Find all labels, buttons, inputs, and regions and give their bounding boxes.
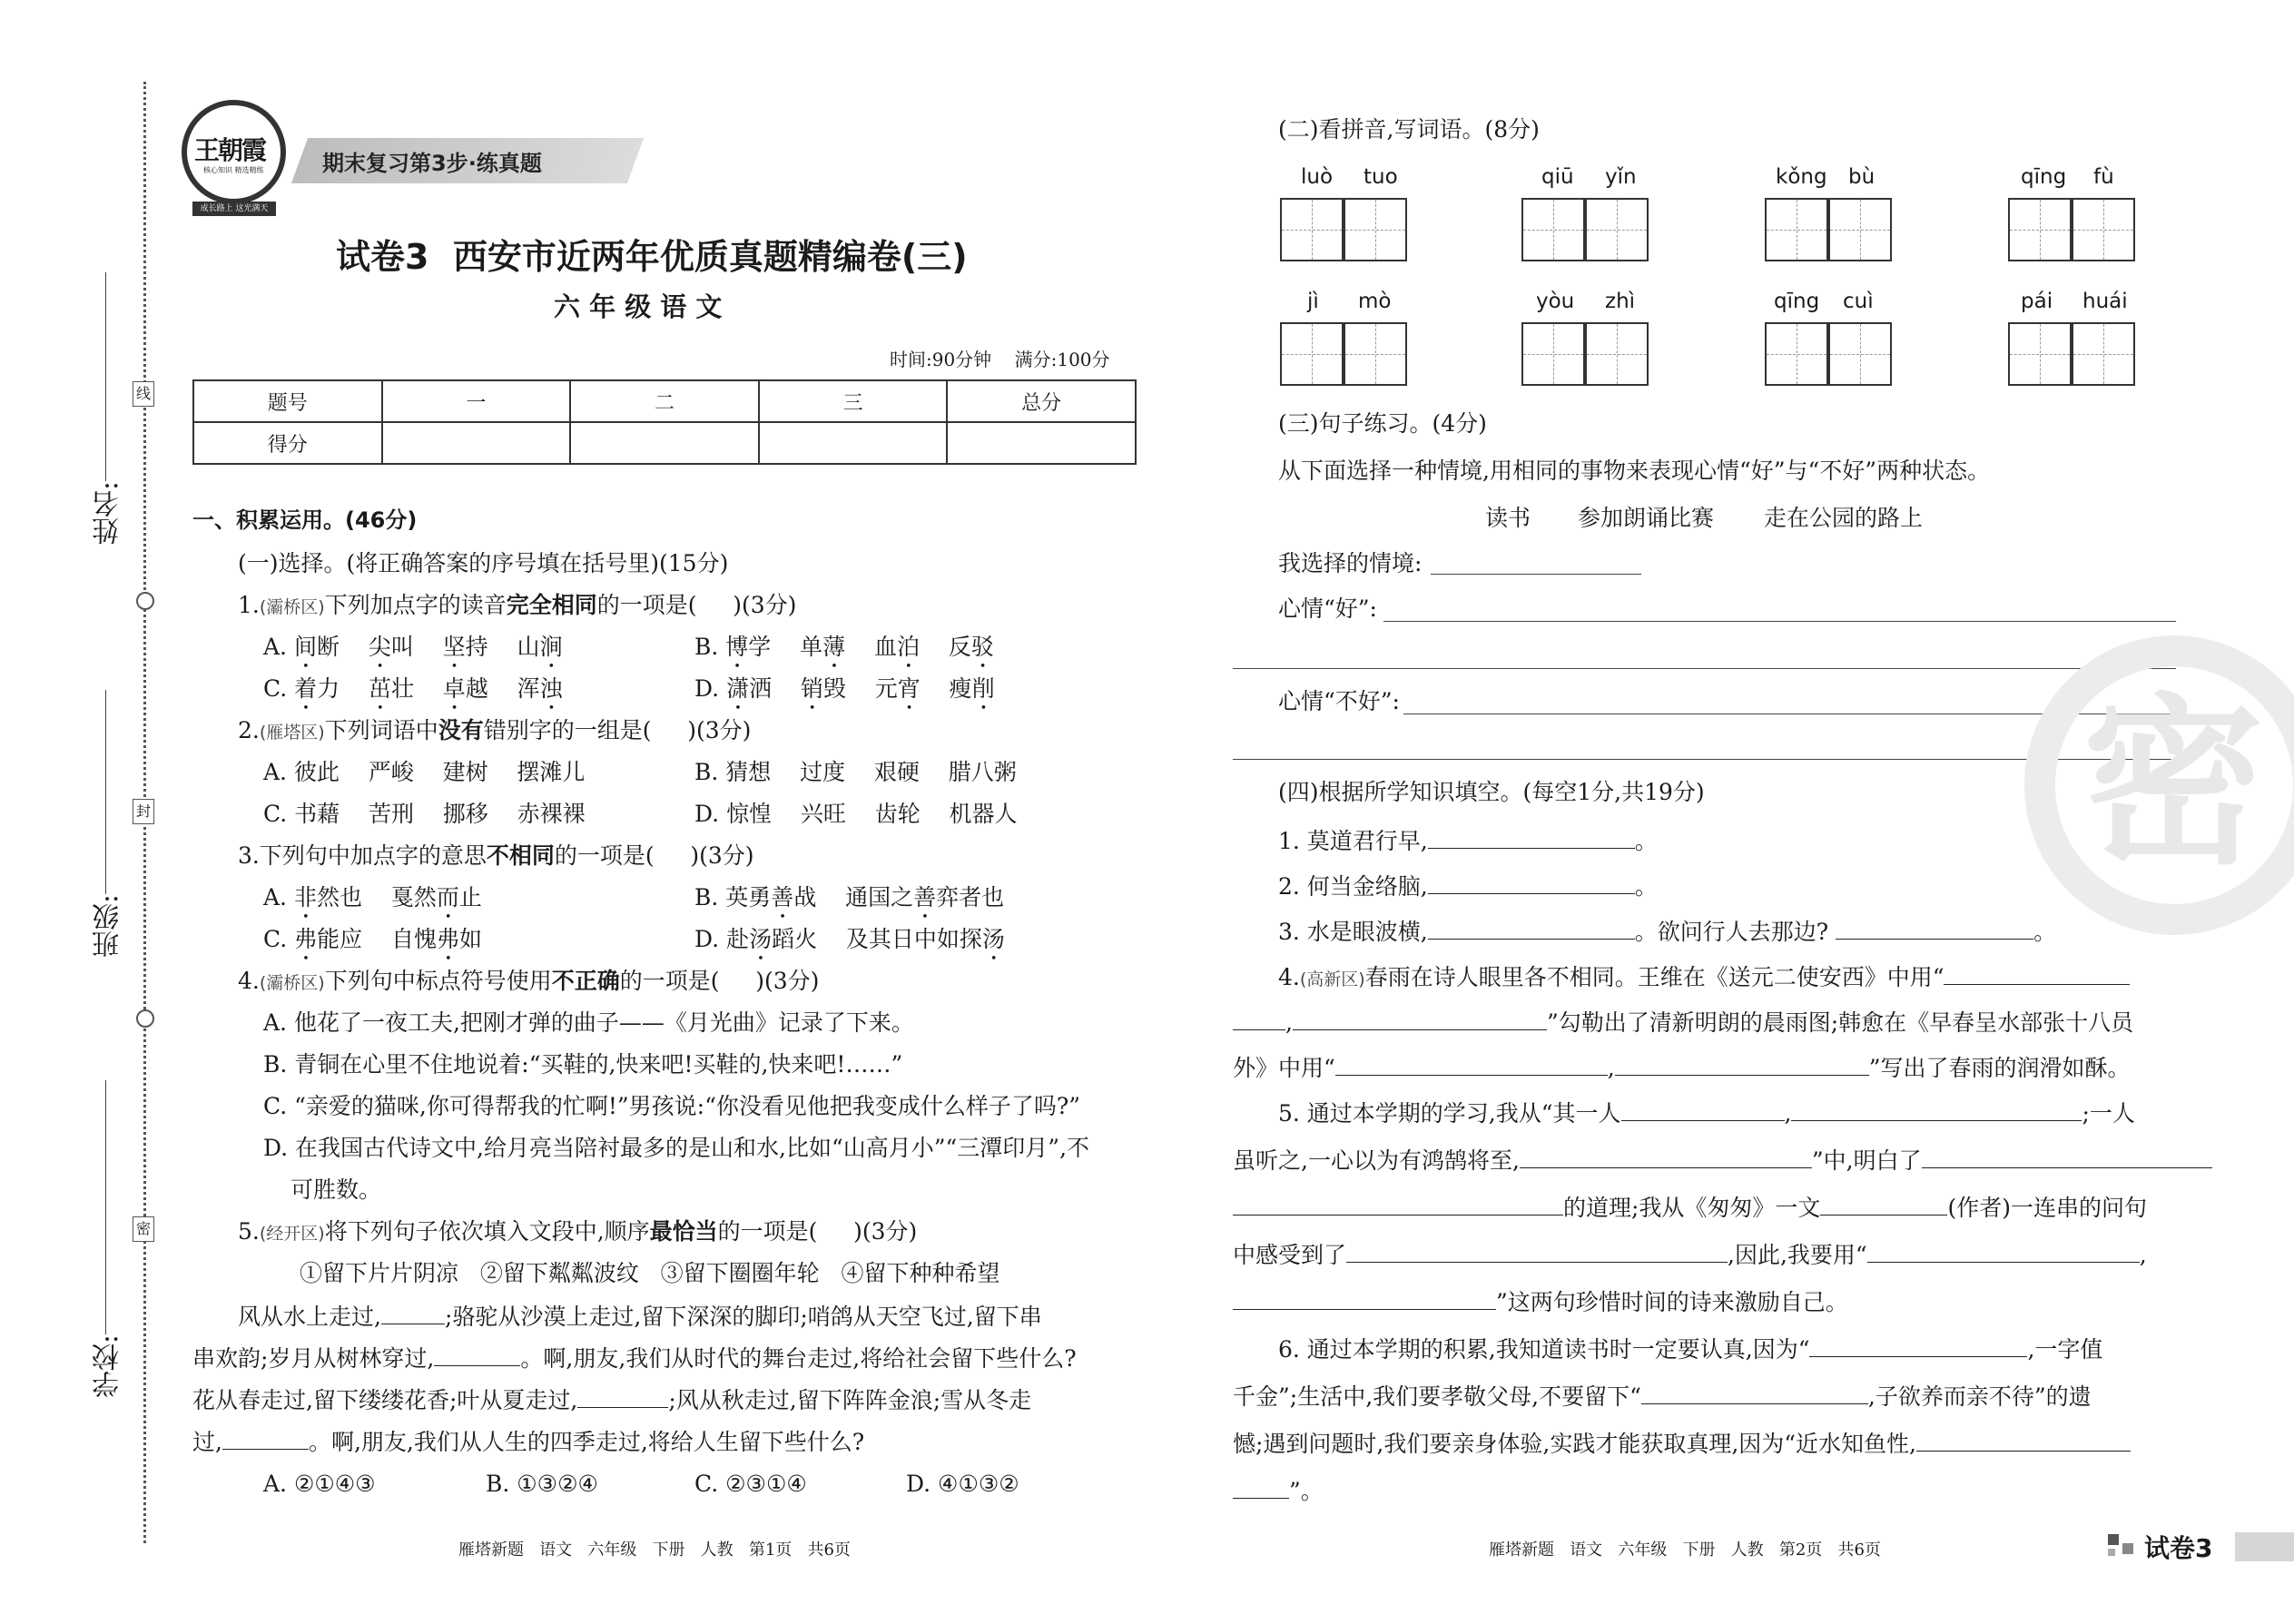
q1-option-c[interactable] bbox=[263, 675, 563, 715]
q2-option-d[interactable] bbox=[694, 801, 1018, 828]
blank[interactable] bbox=[1615, 1053, 1869, 1076]
p3-instruction: 从下面选择一种情境,用相同的事物来表现心情“好”与“不好”两种状态。 bbox=[1278, 458, 1991, 484]
pinyin: qiū bbox=[1541, 165, 1574, 189]
q4-option-d[interactable]: D. 在我国古代诗文中,给月亮当陪衬最多的是山和水,比如“山高月小”“三潭印月”,不 bbox=[263, 1135, 1090, 1161]
blank[interactable] bbox=[1233, 1008, 1285, 1030]
fill-text: 千金”;生活中,我们要孝敬父母,不要留下“ bbox=[1233, 1383, 1641, 1410]
option-word: 坚持 bbox=[442, 634, 488, 660]
writing-box[interactable] bbox=[1765, 198, 1828, 261]
score-header-cell: 题号 bbox=[193, 380, 382, 422]
blank[interactable] bbox=[381, 1302, 445, 1324]
option-word: 腊八粥 bbox=[948, 759, 1017, 785]
fill-text: , bbox=[1607, 1055, 1615, 1081]
class-line[interactable] bbox=[105, 690, 106, 894]
p3-option-reading: 读书 bbox=[1485, 505, 1531, 531]
pinyin: qīng bbox=[2021, 165, 2067, 189]
pinyin: fù bbox=[2093, 165, 2114, 189]
q3-emphasis: 不相同 bbox=[486, 842, 555, 869]
q4-option-c[interactable]: C. “亲爱的猫咪,你可得帮我的忙啊!”男孩说:“你没看见他把我变成什么样子了吗?” bbox=[263, 1093, 1081, 1119]
score-cell[interactable] bbox=[759, 422, 948, 464]
corner-deco bbox=[2108, 1549, 2115, 1556]
fill-4-line3 bbox=[1233, 1053, 2131, 1082]
p3-choice-label: 我选择的情境: bbox=[1278, 550, 1423, 576]
pinyin: pái bbox=[2021, 290, 2053, 313]
writing-box[interactable] bbox=[1280, 198, 1344, 261]
option-word: 尖叫 bbox=[368, 634, 414, 660]
option-word: 元宵 bbox=[874, 675, 921, 702]
brand-ribbon: 成长路上 这光满天 bbox=[192, 202, 276, 216]
option-word: 山涧 bbox=[517, 634, 563, 660]
exam-title: 试卷3 西安市近两年优质真题精编卷(三) bbox=[336, 237, 968, 277]
fill-5-line2 bbox=[1233, 1146, 2212, 1175]
blank[interactable] bbox=[1809, 1334, 2027, 1357]
class-label: 班级: bbox=[93, 894, 124, 959]
pinyin: mò bbox=[1358, 290, 1392, 313]
blank[interactable] bbox=[1428, 917, 1635, 940]
pinyin: kǒng bbox=[1776, 165, 1827, 189]
fill-6-line2 bbox=[1233, 1382, 2092, 1411]
q4-prefix: 4. bbox=[238, 968, 260, 994]
option-label: A. bbox=[263, 759, 288, 785]
p3-good-line2[interactable] bbox=[1233, 668, 2176, 669]
option-label: A. bbox=[263, 634, 288, 660]
q4-emphasis: 不正确 bbox=[551, 968, 620, 994]
blank[interactable] bbox=[1916, 1429, 2131, 1452]
blank[interactable] bbox=[1233, 1287, 1496, 1310]
option-word: 潇洒 bbox=[726, 675, 773, 702]
option-word: 书藉 bbox=[294, 801, 340, 827]
header-banner-text: 期末复习第3步·练真题 bbox=[322, 151, 542, 176]
option-word: 销毁 bbox=[800, 675, 846, 702]
fill-1 bbox=[1278, 826, 1658, 855]
score-header-cell: 二 bbox=[570, 380, 759, 422]
exam-subtitle: 六 年 级 语 文 bbox=[554, 291, 723, 322]
part4-heading: (四)根据所学知识填空。(每空1分,共19分) bbox=[1278, 779, 1705, 805]
blank[interactable] bbox=[1621, 1098, 1785, 1121]
option-word: 艰硬 bbox=[873, 759, 920, 785]
option-label: D. bbox=[694, 675, 720, 702]
fill-6-line1 bbox=[1278, 1334, 2102, 1363]
option-label: C. bbox=[263, 675, 288, 702]
option-word: 彼此 bbox=[293, 759, 340, 785]
q1-text-a: 下列加点字的读音 bbox=[324, 592, 507, 618]
fill-text: 外》中用“ bbox=[1233, 1055, 1335, 1081]
writing-box[interactable] bbox=[1828, 198, 1892, 261]
fill-text: ;一人 bbox=[2082, 1100, 2135, 1127]
binding-mark-secret: 密 bbox=[133, 1216, 154, 1242]
q3-option-c[interactable] bbox=[263, 926, 482, 966]
writing-box[interactable] bbox=[1828, 322, 1892, 386]
fill-text: (作者)一连串的问句 bbox=[1947, 1195, 2147, 1221]
q2-emphasis: 没有 bbox=[438, 717, 484, 743]
fill-5-line1 bbox=[1278, 1098, 2135, 1127]
q2-text-a: 下列词语中 bbox=[324, 717, 438, 743]
option-word: 博学 bbox=[725, 634, 772, 660]
binding-circle-1 bbox=[136, 592, 154, 610]
writing-box[interactable] bbox=[1344, 198, 1407, 261]
option-word: 赴汤蹈火 bbox=[726, 926, 818, 952]
binding-circle-2 bbox=[136, 1009, 154, 1028]
option-word: 建树 bbox=[442, 759, 488, 785]
fill-text: 的道理;我从《匆匆》一文 bbox=[1563, 1195, 1821, 1221]
corner-bar bbox=[2235, 1532, 2294, 1561]
fill-5-line5 bbox=[1233, 1287, 1848, 1316]
option-word: 非然也 bbox=[293, 884, 362, 910]
question-1 bbox=[238, 592, 796, 621]
fill-6-line4 bbox=[1233, 1476, 1324, 1505]
passage-text: ;骆驼从沙漠上走过,留下深深的脚印;哨鸽从天空飞过,留下串 bbox=[444, 1304, 1042, 1330]
option-word: 挪移 bbox=[442, 801, 488, 827]
p3-option-recital: 参加朗诵比赛 bbox=[1578, 505, 1715, 531]
q2-option-c[interactable] bbox=[263, 801, 586, 828]
option-word: 反驳 bbox=[948, 634, 994, 660]
fill-2 bbox=[1278, 871, 1658, 901]
question-2 bbox=[238, 717, 751, 746]
q1-prefix: 1. bbox=[238, 592, 260, 618]
q5-passage-line4 bbox=[192, 1427, 864, 1456]
pinyin: cuì bbox=[1843, 290, 1874, 313]
p3-good-label: 心情“好”: bbox=[1278, 595, 1377, 622]
q5-district: (经开区) bbox=[259, 1224, 325, 1244]
passage-text: ;风从秋走过,留下阵阵金浪;雪从冬走 bbox=[668, 1387, 1032, 1413]
fill-text: ,子欲养而亲不待”的遗 bbox=[1867, 1383, 2092, 1410]
blank[interactable] bbox=[1922, 1146, 2212, 1168]
q4-option-d-cont: 可胜数。 bbox=[290, 1176, 382, 1203]
binding-mark-line: 线 bbox=[133, 381, 154, 407]
writing-box[interactable] bbox=[2072, 198, 2135, 261]
blank[interactable] bbox=[1428, 826, 1635, 849]
blank[interactable] bbox=[1233, 1193, 1563, 1216]
passage-text: 串欢韵;岁月从树林穿过, bbox=[192, 1345, 435, 1372]
writing-box[interactable] bbox=[1521, 322, 1585, 386]
option-word: 浑浊 bbox=[517, 675, 563, 702]
fill-text: ”。 bbox=[1289, 1478, 1324, 1504]
q2-prefix: 2. bbox=[238, 717, 260, 743]
q4-option-a[interactable]: A. 他花了一夜工夫,把刚才弹的曲子——《月光曲》记录了下来。 bbox=[263, 1009, 914, 1036]
fill-5-line4 bbox=[1233, 1240, 2147, 1269]
q3-text-a: 下列句中加点字的意思 bbox=[259, 842, 487, 869]
binding-mark-seal: 封 bbox=[133, 799, 154, 824]
pinyin: yǐn bbox=[1605, 165, 1637, 189]
fill-5-line3 bbox=[1233, 1193, 2147, 1222]
blank[interactable] bbox=[1867, 1240, 2140, 1263]
q2-option-a[interactable] bbox=[263, 759, 585, 786]
brand-logo bbox=[182, 100, 286, 204]
option-word: 单薄 bbox=[800, 634, 846, 660]
blank[interactable] bbox=[1335, 1053, 1608, 1076]
name-label: 姓名: bbox=[93, 481, 124, 546]
option-word: 瘦削 bbox=[949, 675, 995, 702]
blank[interactable] bbox=[1520, 1146, 1812, 1168]
option-label: B. bbox=[694, 759, 719, 785]
fill-text: 中感受到了 bbox=[1233, 1242, 1347, 1268]
q4-text-c: 的一项是( )(3分) bbox=[619, 968, 820, 994]
blank[interactable] bbox=[1233, 1476, 1289, 1499]
option-word: 严峻 bbox=[368, 759, 414, 785]
pinyin: bù bbox=[1848, 165, 1876, 189]
option-word: 英勇善战 bbox=[725, 884, 817, 910]
writing-box[interactable] bbox=[1585, 322, 1649, 386]
q5-items: ①留下片片阴凉 ②留下粼粼波纹 ③留下圈圈年轮 ④留下种种希望 bbox=[300, 1260, 1000, 1286]
passage-text: 。啊,朋友,我们从时代的舞台走过,将给社会留下些什么? bbox=[520, 1345, 1077, 1372]
seal-watermark bbox=[2024, 635, 2294, 935]
fill-3 bbox=[1278, 917, 2056, 946]
q1-option-d[interactable] bbox=[694, 675, 995, 715]
fill-text: 1. 莫道君行早, bbox=[1278, 828, 1428, 854]
part2-heading: (二)看拼音,写词语。(8分) bbox=[1278, 116, 1540, 143]
option-word: 及其日中如探汤 bbox=[845, 926, 1005, 952]
option-label: C. bbox=[263, 926, 288, 952]
corner-deco bbox=[2122, 1543, 2133, 1554]
writing-box[interactable] bbox=[1344, 322, 1407, 386]
fill-text: ”写出了春雨的润滑如酥。 bbox=[1868, 1055, 2131, 1081]
writing-box[interactable] bbox=[2008, 198, 2072, 261]
score-cell[interactable] bbox=[382, 422, 571, 464]
q2-text-c: 错别字的一组是( )(3分) bbox=[483, 717, 752, 743]
p3-choice-line[interactable] bbox=[1431, 574, 1641, 575]
blank[interactable] bbox=[1791, 1098, 2082, 1121]
fill-text: 。 bbox=[1634, 873, 1658, 900]
fill-text: , bbox=[1285, 1009, 1293, 1036]
fill-text: ,因此,我要用“ bbox=[1728, 1242, 1867, 1268]
option-word: 着力 bbox=[294, 675, 340, 702]
fill-text: , bbox=[2139, 1242, 2147, 1268]
fill-text: 。 bbox=[1634, 828, 1658, 854]
q3-option-d[interactable] bbox=[694, 926, 1005, 966]
q5-answer-a[interactable]: A. ②①④③ bbox=[263, 1471, 376, 1497]
q3-text-c: 的一项是( )(3分) bbox=[554, 842, 754, 869]
option-word: 苦刑 bbox=[368, 801, 414, 827]
option-word: 过度 bbox=[800, 759, 846, 785]
writing-box[interactable] bbox=[1765, 322, 1828, 386]
fill-4-line1 bbox=[1278, 962, 2130, 993]
blank[interactable] bbox=[222, 1427, 309, 1450]
writing-box[interactable] bbox=[1585, 198, 1649, 261]
pinyin: qīng bbox=[1774, 290, 1820, 313]
option-word: 惊惶 bbox=[726, 801, 773, 827]
option-word: 茁壮 bbox=[368, 675, 414, 702]
corner-deco bbox=[2108, 1534, 2119, 1545]
pinyin: zhì bbox=[1605, 290, 1636, 313]
score-cell[interactable] bbox=[947, 422, 1136, 464]
option-word: 自愧弗如 bbox=[390, 926, 483, 952]
q1-option-a[interactable] bbox=[263, 634, 562, 674]
option-word: 机器人 bbox=[949, 801, 1018, 827]
option-word: 卓越 bbox=[442, 675, 488, 702]
fill-text: 6. 通过本学期的积累,我知道读书时一定要认真,因为“ bbox=[1278, 1336, 1810, 1363]
option-word: 赤裸裸 bbox=[517, 801, 586, 827]
fill-text: 憾;遇到问题时,我们要亲身体验,实践才能获取真理,因为“近水知鱼性, bbox=[1233, 1431, 1916, 1457]
option-word: 血泊 bbox=[873, 634, 920, 660]
blank[interactable] bbox=[1428, 871, 1635, 894]
fill-text: 4. bbox=[1278, 964, 1300, 990]
pinyin: luò bbox=[1301, 165, 1334, 189]
q1-emphasis: 完全相同 bbox=[506, 592, 597, 618]
q1-text-c: 的一项是( )(3分) bbox=[596, 592, 797, 618]
brand-text: 王朝霞 bbox=[194, 135, 266, 165]
score-table-score-row bbox=[193, 422, 1136, 464]
option-label: D. bbox=[694, 801, 720, 827]
score-cell[interactable] bbox=[570, 422, 759, 464]
score-table bbox=[192, 379, 1137, 465]
pinyin: tuo bbox=[1364, 165, 1398, 189]
q5-passage-line2 bbox=[192, 1343, 1077, 1373]
passage-text: 。啊,朋友,我们从人生的四季走过,将给人生留下些什么? bbox=[308, 1429, 865, 1455]
writing-box[interactable] bbox=[1280, 322, 1344, 386]
q3-option-a[interactable] bbox=[263, 884, 482, 924]
pinyin: yòu bbox=[1536, 290, 1575, 313]
passage-text: 过, bbox=[192, 1429, 222, 1455]
q5-prefix: 5. bbox=[238, 1218, 260, 1245]
writing-box[interactable] bbox=[1521, 198, 1585, 261]
blank[interactable] bbox=[577, 1385, 668, 1408]
q4-option-b[interactable]: B. 青铜在心里不住地说着:“买鞋的,快来吧!买鞋的,快来吧!……” bbox=[263, 1051, 903, 1078]
fill-text: ”这两句珍惜时间的诗来激励自己。 bbox=[1496, 1289, 1848, 1315]
option-label: A. bbox=[263, 884, 288, 910]
q3-option-b[interactable] bbox=[694, 884, 1004, 924]
blank[interactable] bbox=[1944, 962, 2130, 985]
school-line[interactable] bbox=[105, 1080, 106, 1334]
option-word: 猜想 bbox=[725, 759, 772, 785]
part1-heading: (一)选择。(将正确答案的序号填在括号里)(15分) bbox=[238, 550, 729, 576]
score-row-label: 得分 bbox=[193, 422, 382, 464]
score-header-cell: 总分 bbox=[947, 380, 1136, 422]
part3-heading: (三)句子练习。(4分) bbox=[1278, 410, 1487, 437]
option-word: 通国之善弈者也 bbox=[845, 884, 1005, 910]
blank[interactable] bbox=[434, 1343, 520, 1366]
q3-prefix: 3. bbox=[238, 842, 260, 869]
fill-6-line3 bbox=[1233, 1429, 2131, 1458]
blank[interactable] bbox=[1820, 1193, 1947, 1216]
q5-text-a: 将下列句子依次填入文段中,顺序 bbox=[324, 1218, 650, 1245]
fill-4-line2 bbox=[1233, 1008, 2133, 1037]
score-header-cell: 一 bbox=[382, 380, 571, 422]
q5-answer-b[interactable]: B. ①③②④ bbox=[486, 1471, 598, 1497]
blank[interactable] bbox=[1293, 1008, 1547, 1030]
p3-option-park: 走在公园的路上 bbox=[1764, 505, 1924, 531]
q5-emphasis: 最恰当 bbox=[649, 1218, 718, 1245]
section1-heading: 一、积累运用。(46分) bbox=[192, 507, 418, 533]
option-word: 摆滩儿 bbox=[517, 759, 586, 785]
q4-district: (灞桥区) bbox=[259, 973, 325, 993]
option-label: B. bbox=[694, 634, 719, 660]
option-label: C. bbox=[263, 801, 288, 827]
score-header-cell: 三 bbox=[759, 380, 948, 422]
fill-text: 春雨在诗人眼里各不相同。王维在《送元二使安西》中用“ bbox=[1364, 964, 1944, 990]
corner-label: 试卷3 bbox=[2144, 1533, 2213, 1563]
passage-text: 风从水上走过, bbox=[238, 1304, 381, 1330]
option-word: 兴旺 bbox=[800, 801, 846, 827]
q5-passage-line3 bbox=[192, 1385, 1031, 1414]
passage-text: 花从春走过,留下缕缕花香;叶从夏走过, bbox=[192, 1387, 578, 1413]
fill-district: (高新区) bbox=[1299, 969, 1365, 989]
writing-box[interactable] bbox=[2008, 322, 2072, 386]
blank[interactable] bbox=[1641, 1382, 1868, 1404]
q1-district: (灞桥区) bbox=[259, 597, 325, 617]
fill-text: 。 bbox=[2033, 919, 2057, 945]
name-line[interactable] bbox=[105, 272, 106, 481]
question-4 bbox=[238, 968, 819, 997]
fill-text: ”中,明白了 bbox=[1811, 1147, 1922, 1174]
fill-text: ,一字值 bbox=[2027, 1336, 2103, 1363]
p3-bad-label: 心情“不好”: bbox=[1278, 688, 1400, 714]
q5-answer-d[interactable]: D. ④①③② bbox=[906, 1471, 1019, 1497]
option-label: D. bbox=[694, 926, 720, 952]
writing-box[interactable] bbox=[2072, 322, 2135, 386]
blank[interactable] bbox=[1346, 1240, 1728, 1263]
score-table-header-row bbox=[193, 380, 1136, 422]
q2-option-b[interactable] bbox=[694, 759, 1017, 786]
q5-answer-c[interactable]: C. ②③①④ bbox=[694, 1471, 807, 1497]
option-word: 齿轮 bbox=[874, 801, 921, 827]
fill-text: 3. 水是眼波横, bbox=[1278, 919, 1428, 945]
question-3 bbox=[238, 842, 754, 870]
fill-text: 2. 何当金络脑, bbox=[1278, 873, 1428, 900]
q5-passage-line1 bbox=[238, 1302, 1042, 1331]
question-5 bbox=[238, 1218, 917, 1247]
option-label: B. bbox=[694, 884, 719, 910]
blank[interactable] bbox=[1836, 917, 2033, 940]
pinyin: jì bbox=[1307, 290, 1319, 313]
fill-text: 虽听之,一心以为有鸿鹄将至, bbox=[1233, 1147, 1520, 1174]
p3-good-line[interactable] bbox=[1383, 621, 2176, 622]
right-footer: 雁塔新题 语文 六年级 下册 人教 第2页 共6页 bbox=[1489, 1540, 1881, 1560]
left-footer: 雁塔新题 语文 六年级 下册 人教 第1页 共6页 bbox=[458, 1540, 851, 1560]
fill-text: , bbox=[1784, 1100, 1792, 1127]
q5-text-c: 的一项是( )(3分) bbox=[717, 1218, 918, 1245]
school-label: 学校: bbox=[93, 1334, 124, 1399]
option-word: 间断 bbox=[293, 634, 340, 660]
seal-character: 密 bbox=[2082, 678, 2265, 890]
option-word: 戛然而止 bbox=[390, 884, 482, 910]
q1-option-b[interactable] bbox=[694, 634, 994, 674]
option-word: 弗能应 bbox=[294, 926, 363, 952]
brand-sub1: 核心知识 精选精练 bbox=[203, 166, 264, 174]
time-info: 时间:90分钟 满分:100分 bbox=[890, 349, 1110, 370]
q4-text-a: 下列句中标点符号使用 bbox=[324, 968, 552, 994]
fill-text: ”勾勒出了清新明朗的晨雨图;韩愈在《早春呈水部张十八员 bbox=[1546, 1009, 2134, 1036]
fill-text: 。欲问行人去那边? bbox=[1634, 919, 1829, 945]
fill-text: 5. 通过本学期的学习,我从“其一人 bbox=[1278, 1100, 1621, 1127]
q2-district: (雁塔区) bbox=[259, 723, 325, 743]
pinyin: huái bbox=[2082, 290, 2128, 313]
